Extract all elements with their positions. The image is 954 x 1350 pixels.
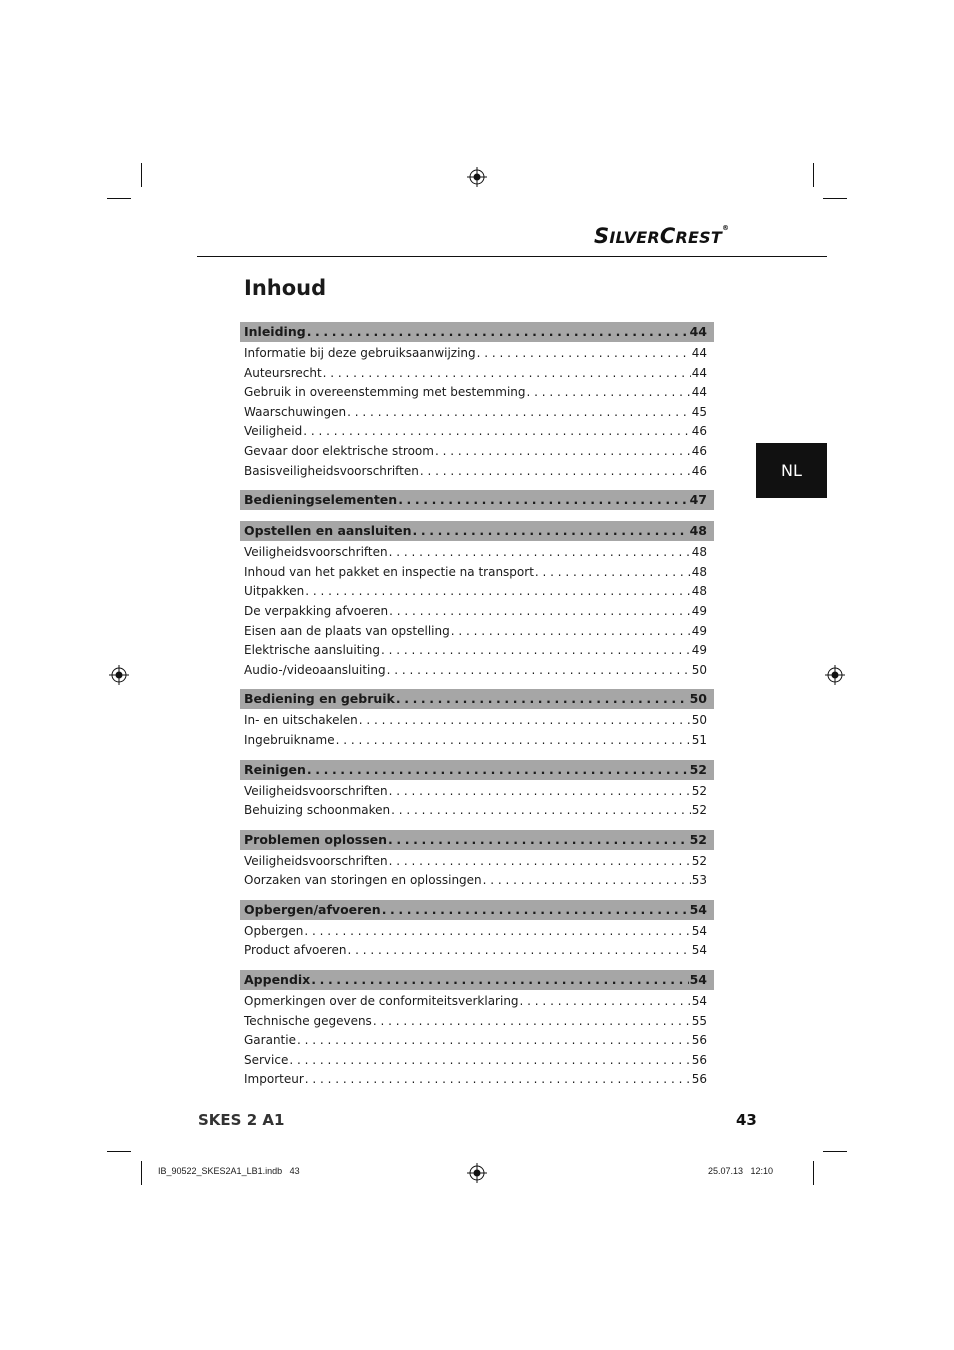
toc-section-gap: [240, 512, 714, 521]
toc-heading-text: Bediening en gebruik: [244, 691, 395, 707]
toc-leader-dots: [387, 661, 691, 681]
toc-entry-text: Opmerkingen over de conformiteitsverklaring: [244, 994, 519, 1009]
toc-section-heading[interactable]: [240, 322, 714, 342]
crop-mark: [813, 163, 814, 187]
toc-leader-dots: [304, 922, 690, 942]
toc-entry-page: 51: [691, 732, 707, 747]
toc-entry[interactable]: [240, 543, 714, 563]
toc-entry-text: Inhoud van het pakket en inspectie na transport: [244, 564, 534, 579]
toc-entry-text: Gevaar door elektrische stroom: [244, 443, 434, 458]
toc-heading-text: Bedieningselementen: [244, 492, 398, 508]
toc-entry[interactable]: [240, 992, 714, 1012]
toc-section-gap: [240, 680, 714, 689]
toc-entry[interactable]: [240, 871, 714, 891]
toc-entry-page: 46: [691, 463, 707, 478]
toc-section-heading[interactable]: [240, 689, 714, 709]
toc-entry[interactable]: [240, 383, 714, 403]
toc-entry[interactable]: [240, 922, 714, 942]
toc-entry-text: Behuizing schoonmaken: [244, 803, 391, 818]
toc-leader-dots: [396, 689, 689, 709]
toc-entry-page: 50: [691, 662, 707, 677]
toc-heading-page: 54: [689, 901, 707, 917]
toc-section-heading[interactable]: [240, 900, 714, 920]
toc-entry-page: 54: [691, 994, 707, 1009]
toc-leader-dots: [388, 830, 689, 850]
toc-entry-page: 52: [691, 803, 707, 818]
toc-entry[interactable]: [240, 462, 714, 482]
toc-heading-text: Appendix: [244, 972, 311, 988]
toc-entry[interactable]: [240, 582, 714, 602]
toc-heading-text: Opbergen/afvoeren: [244, 901, 381, 917]
toc-section-heading[interactable]: [240, 970, 714, 990]
toc-entry-text: Veiligheidsvoorschriften: [244, 783, 388, 798]
toc-entry-page: 49: [691, 623, 707, 638]
toc-entry[interactable]: [240, 364, 714, 384]
toc-section-gap: [240, 751, 714, 760]
toc-section-gap: [240, 821, 714, 830]
toc-entry-text: Opbergen: [244, 923, 304, 938]
table-of-contents: [240, 322, 714, 1090]
page-title: Inhoud: [244, 276, 327, 300]
toc-entry[interactable]: [240, 641, 714, 661]
crop-mark: [107, 1151, 131, 1152]
toc-entry-text: Product afvoeren: [244, 943, 347, 958]
toc-entry-text: Basisveiligheidsvoorschriften: [244, 463, 419, 478]
toc-entry-page: 46: [691, 443, 707, 458]
toc-entry-text: Elektrische aansluiting: [244, 643, 380, 658]
crop-mark: [823, 198, 847, 199]
language-tab: NL: [756, 443, 827, 498]
toc-entry-text: Importeur: [244, 1072, 304, 1087]
toc-entry-page: 54: [691, 943, 707, 958]
toc-entry-text: Eisen aan de plaats van opstelling: [244, 623, 450, 638]
toc-entry[interactable]: [240, 1070, 714, 1090]
toc-entry-page: 44: [691, 365, 707, 380]
toc-section-heading[interactable]: [240, 521, 714, 541]
toc-entry[interactable]: [240, 711, 714, 731]
toc-leader-dots: [389, 543, 691, 563]
footer-model: SKES 2 A1: [198, 1111, 285, 1129]
toc-leader-dots: [297, 1031, 691, 1051]
toc-entry-text: Informatie bij deze gebruiksaanwijzing: [244, 346, 476, 360]
toc-heading-page: 54: [689, 972, 707, 988]
toc-leader-dots: [359, 711, 691, 731]
toc-leader-dots: [347, 403, 691, 423]
toc-section-gap: [240, 891, 714, 900]
toc-entry-text: Garantie: [244, 1033, 296, 1048]
toc-leader-dots: [483, 871, 691, 891]
crop-mark: [107, 198, 131, 199]
toc-entry-text: Oorzaken van storingen en oplossingen: [244, 873, 482, 888]
toc-leader-dots: [520, 992, 691, 1012]
toc-leader-dots: [391, 801, 691, 821]
toc-heading-page: 48: [689, 523, 707, 539]
toc-entry[interactable]: [240, 782, 714, 802]
toc-entry[interactable]: [240, 661, 714, 681]
toc-entry-text: Veiligheid: [244, 424, 303, 439]
toc-heading-text: Reinigen: [244, 761, 306, 777]
print-slug-file: IB_90522_SKES2A1_LB1.indb 43: [158, 1166, 300, 1176]
toc-entry-page: 55: [691, 1013, 707, 1028]
toc-entry-text: Service: [244, 1052, 289, 1067]
toc-leader-dots: [535, 563, 691, 583]
toc-heading-page: 52: [689, 831, 707, 847]
toc-entry-page: 52: [691, 853, 707, 868]
toc-heading-page: 50: [689, 691, 707, 707]
toc-leader-dots: [389, 852, 691, 872]
toc-leader-dots: [398, 490, 688, 510]
toc-entry-page: 52: [691, 783, 707, 798]
toc-entry-page: 53: [691, 873, 707, 888]
toc-entry-text: Ingebruikname: [244, 732, 335, 747]
toc-entry-text: Uitpakken: [244, 584, 305, 599]
toc-entry[interactable]: [240, 1012, 714, 1032]
registered-mark: ®: [722, 224, 730, 232]
toc-leader-dots: [389, 782, 691, 802]
crop-mark: [823, 1151, 847, 1152]
registration-mark-icon: [109, 665, 129, 685]
toc-entry[interactable]: [240, 852, 714, 872]
toc-entry[interactable]: [240, 602, 714, 622]
toc-leader-dots: [311, 970, 688, 990]
toc-entry[interactable]: [240, 403, 714, 423]
page-number: 43: [736, 1111, 757, 1129]
brand-logo: SILVERCREST®: [594, 224, 730, 248]
toc-entry-text: Waarschuwingen: [244, 404, 347, 419]
toc-entry-text: De verpakking afvoeren: [244, 603, 389, 618]
toc-entry-page: 49: [691, 643, 707, 658]
toc-leader-dots: [389, 602, 691, 622]
toc-leader-dots: [477, 344, 691, 364]
toc-entry-text: Technische gegevens: [244, 1013, 372, 1028]
toc-entry-text: Audio-/videoaansluiting: [244, 662, 386, 677]
toc-entry[interactable]: [240, 1031, 714, 1051]
toc-section-gap: [240, 481, 714, 490]
toc-leader-dots: [435, 442, 691, 462]
toc-entry[interactable]: [240, 622, 714, 642]
toc-heading-page: 44: [689, 324, 707, 339]
toc-leader-dots: [305, 582, 690, 602]
toc-entry-page: 44: [691, 385, 707, 400]
toc-entry[interactable]: [240, 941, 714, 961]
toc-entry-page: 46: [691, 424, 707, 439]
toc-leader-dots: [307, 760, 689, 780]
toc-entry-page: 48: [691, 545, 707, 560]
toc-entry-text: Veiligheidsvoorschriften: [244, 545, 388, 560]
toc-entry[interactable]: [240, 344, 714, 364]
toc-entry[interactable]: [240, 563, 714, 583]
toc-entry-page: 49: [691, 603, 707, 618]
print-slug-date: 25.07.13 12:10: [708, 1166, 774, 1176]
toc-entry[interactable]: [240, 1051, 714, 1071]
toc-entry[interactable]: [240, 442, 714, 462]
registration-mark-icon: [467, 1163, 487, 1183]
crop-mark: [813, 1161, 814, 1185]
header-rule: [197, 256, 827, 257]
toc-entry-page: 54: [691, 923, 707, 938]
toc-entry-page: 45: [691, 404, 707, 419]
toc-entry-page: 48: [691, 584, 707, 599]
toc-leader-dots: [323, 364, 691, 384]
toc-entry-page: 56: [691, 1033, 707, 1048]
toc-leader-dots: [382, 900, 689, 920]
crop-mark: [141, 163, 142, 187]
toc-entry-text: Veiligheidsvoorschriften: [244, 853, 388, 868]
toc-heading-text: Problemen oplossen: [244, 831, 388, 847]
toc-entry-page: 48: [691, 564, 707, 579]
toc-heading-page: 47: [689, 492, 707, 508]
toc-leader-dots: [413, 521, 689, 541]
toc-section-heading[interactable]: [240, 490, 714, 510]
toc-entry-text: Auteursrecht: [244, 365, 322, 380]
toc-entry[interactable]: [240, 422, 714, 442]
toc-leader-dots: [373, 1012, 691, 1032]
toc-leader-dots: [381, 641, 691, 661]
toc-section-heading[interactable]: [240, 830, 714, 850]
toc-leader-dots: [420, 462, 691, 482]
toc-entry-page: 44: [691, 346, 707, 360]
toc-entry[interactable]: [240, 731, 714, 751]
toc-leader-dots: [305, 1070, 691, 1090]
toc-leader-dots: [451, 622, 691, 642]
crop-mark: [141, 1161, 142, 1185]
toc-entry-page: 56: [691, 1052, 707, 1067]
toc-leader-dots: [527, 383, 691, 403]
toc-entry-text: In- en uitschakelen: [244, 713, 358, 728]
toc-leader-dots: [289, 1051, 690, 1071]
toc-heading-page: 52: [689, 761, 707, 777]
toc-leader-dots: [303, 422, 691, 442]
toc-entry-text: Gebruik in overeenstemming met bestemming: [244, 385, 526, 400]
toc-section-gap: [240, 961, 714, 970]
toc-leader-dots: [336, 731, 691, 751]
toc-entry-page: 50: [691, 713, 707, 728]
registration-mark-icon: [467, 167, 487, 187]
toc-leader-dots: [307, 322, 689, 342]
registration-mark-icon: [825, 665, 845, 685]
toc-leader-dots: [347, 941, 690, 961]
toc-heading-text: Inleiding: [244, 324, 306, 339]
toc-section-heading[interactable]: [240, 760, 714, 780]
toc-entry[interactable]: [240, 801, 714, 821]
toc-entry-page: 56: [691, 1072, 707, 1087]
toc-heading-text: Opstellen en aansluiten: [244, 523, 412, 539]
